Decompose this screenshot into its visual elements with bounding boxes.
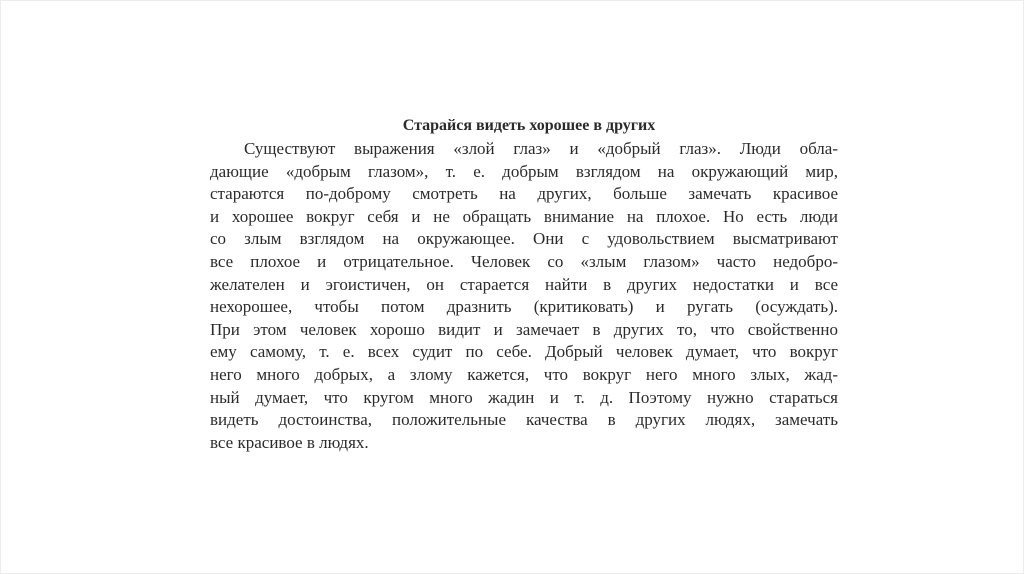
paragraph-line: Существуют выражения «злой глаз» и «добрый глаз». Люди обла-: [244, 139, 838, 158]
paragraph-line: видеть достоинства, положительные качества в других людях, замечать: [210, 410, 838, 430]
paragraph-line: При этом человек хорошо видит и замечает в других то, что свойственно: [210, 319, 838, 339]
paragraph-line: ный думает, что кругом много жадин и т. д. Поэтому нужно стараться: [210, 387, 838, 407]
paragraph-line: него много добрых, а злому кажется, что вокруг него много злых, жад-: [210, 364, 838, 384]
paragraph-line: ему самому, т. е. всех судит по себе. Добрый человек думает, что вокруг: [210, 342, 838, 362]
paragraph-line: все плохое и отрицательное. Человек со «злым глазом» часто недобро-: [210, 251, 838, 271]
paragraph-line: нехорошее, чтобы потом дразнить (критиковать) и ругать (осуждать).: [210, 297, 838, 317]
paragraph-line: и хорошее вокруг себя и не обращать внимание на плохое. Но есть люди: [210, 206, 838, 226]
paragraph-line: со злым взглядом на окружающее. Они с удовольствием высматривают: [210, 229, 838, 249]
paragraph-line: желателен и эгоистичен, он старается найти в других недостатки и все: [210, 274, 838, 294]
text-block: [210, 116, 838, 454]
paragraph-line: стараются по-доброму смотреть на других, больше замечать красивое: [210, 184, 838, 204]
paragraph-line: все красивое в людях.: [210, 432, 369, 452]
document-title: Старайся видеть хорошее в других: [402, 117, 656, 134]
paragraph-line: дающие «добрым глазом», т. е. добрым взглядом на окружающий мир,: [210, 161, 838, 181]
